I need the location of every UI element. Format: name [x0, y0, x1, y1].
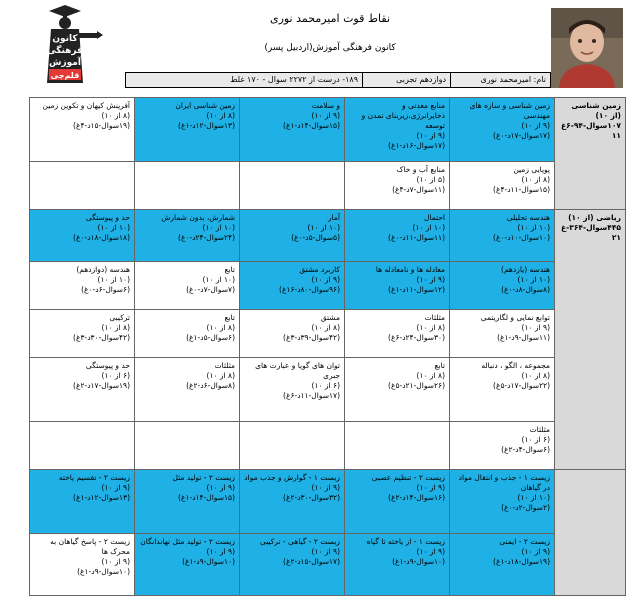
topic-name: منابع آب و خاک [396, 165, 445, 174]
topic-name: هندسه تحلیلی [506, 213, 550, 222]
topic-counts: (۱۹سوال-۱۵د-۴غ) [73, 121, 130, 130]
topic-score: (۱۰ از ۱۰) [97, 275, 130, 284]
topic-cell [240, 470, 345, 534]
topic-name: زیست ۲ - تولید مثل نهاندانگان [140, 537, 235, 546]
topic-cell [30, 98, 135, 162]
topic-score: (۹ از ۱۰) [416, 275, 445, 284]
topic-name: و سلامت [311, 101, 340, 110]
topic-score: (۶ از ۱۰) [521, 435, 550, 444]
topic-score: (۹ از ۱۰) [311, 547, 340, 556]
topic-name: ترکیبی [109, 313, 130, 322]
topic-name: مثلثات [424, 313, 445, 322]
topic-counts: (۶سوال-۵د-۱غ) [186, 333, 235, 342]
topic-score: (۸ از ۱۰) [206, 111, 235, 120]
topic-name: منابع معدنی و ذخایرانرژی،زیربنای تمدن و توسعه [361, 101, 445, 130]
topic-name: زیست ۲ - ایمنی [499, 537, 550, 546]
topic-name: زیست ۲ - گیاهی - ترکیبی [259, 537, 340, 546]
topic-name: تابع [434, 361, 445, 370]
topic-cell [240, 210, 345, 262]
topic-score: (۹ از ۱۰) [311, 275, 340, 284]
topic-name: زیست ۱ - جذب و انتقال مواد در گیاهان [458, 473, 550, 492]
topic-score: (۸ از ۱۰) [521, 371, 550, 380]
topic-cell [345, 358, 450, 422]
topic-score: (۹ از ۱۰) [521, 323, 550, 332]
topic-name: کاربرد مشتق [299, 265, 340, 274]
topic-counts: (۱۱سوال-۷د-۴غ) [392, 185, 445, 194]
topic-cell [135, 210, 240, 262]
topic-counts: (۱۶سوال-۱۴د-۲غ) [388, 493, 445, 502]
topic-counts: (۱۷سوال-۱۱د-۶غ) [283, 391, 340, 400]
topic-counts: (۱۵سوال-۱۱د-۴غ) [493, 185, 550, 194]
topic-score: (۱۰ از ۱۰) [412, 223, 445, 232]
subject-header [555, 470, 626, 596]
topic-cell [450, 534, 555, 596]
subject-header: ریاضی (از ۱۰) ۴۴۵سوال-۳۶۴-غ ۲۱ [555, 210, 626, 470]
topic-cell [135, 310, 240, 358]
topic-counts: (۸سوال-۶د-۲غ) [186, 381, 235, 390]
topic-counts: (۷سوال-۷د-۰غ) [186, 285, 235, 294]
topic-cell [135, 470, 240, 534]
topic-cell [345, 210, 450, 262]
logo-line1: کانون [52, 34, 78, 44]
topic-score: (۸ از ۱۰) [206, 323, 235, 332]
topic-name: زمین شناسی ایران [175, 101, 235, 110]
topic-score: (۱۰ از ۱۰) [202, 223, 235, 232]
topic-cell [345, 310, 450, 358]
table-row [30, 262, 626, 310]
table-row [30, 422, 626, 470]
topic-counts: (۱۰سوال-۹د-۱غ) [392, 557, 445, 566]
topic-cell [345, 162, 450, 210]
logo-line3: آموزش [49, 58, 81, 68]
topic-counts: (۱۷سوال-۱۷د-۰غ) [493, 131, 550, 140]
topic-name: تابع [224, 265, 235, 274]
empty-cell [30, 162, 135, 210]
topic-counts: (۱۰سوال-۹د-۱غ) [77, 567, 130, 576]
student-info-bar [125, 72, 551, 88]
empty-cell [135, 422, 240, 470]
topic-score: (۹ از ۱۰) [521, 121, 550, 130]
topic-score: (۹ از ۱۰) [206, 483, 235, 492]
topic-name: شمارش، بدون شمارش [161, 213, 235, 222]
subject-header: زمین شناسی (از ۱۰) ۱۰۷سوال-۹۴-۶غ ۱۱ [555, 98, 626, 210]
topic-name: احتمال [423, 213, 445, 222]
topic-name: زیست ۲ - تنظیم عصبی [371, 473, 445, 482]
topic-name: پویایی زمین [513, 165, 550, 174]
topic-cell [135, 358, 240, 422]
student-grade: دوازدهم تجربی [362, 73, 450, 87]
topic-score: (۹ از ۱۰) [521, 547, 550, 556]
topic-cell [345, 262, 450, 310]
topic-name: توان های گویا و عبارت های جبری [255, 361, 340, 380]
table-row [30, 534, 626, 596]
topic-counts: (۲۶سوال-۲۱د-۵غ) [388, 381, 445, 390]
topic-name: مشتق [320, 313, 340, 322]
topic-name: زیست ۲ - تقسیم یاخته [58, 473, 130, 482]
topic-counts: (۳۲سوال-۳۰د-۲غ) [283, 493, 340, 502]
topic-counts: (۲۲سوال-۱۷د-۵غ) [493, 381, 550, 390]
kanoon-logo [25, 5, 105, 83]
topic-name: مجموعه ، الگو ، دنباله [481, 361, 550, 370]
table-row [30, 210, 626, 262]
topic-cell [240, 534, 345, 596]
topic-counts: (۸سوال-۸د-۰غ) [501, 285, 550, 294]
topic-score: (۶ از ۱۰) [311, 381, 340, 390]
logo-line4: قلم‌چی [50, 71, 80, 80]
topic-score: (۹ از ۱۰) [416, 131, 445, 140]
topic-cell [30, 358, 135, 422]
topic-score: (۹ از ۱۰) [101, 483, 130, 492]
table-row [30, 470, 626, 534]
topic-counts: (۱۷سوال-۱۵د-۲غ) [283, 557, 340, 566]
topic-cell [450, 470, 555, 534]
topic-counts: (۱۳سوال-۱۲د-۱غ) [178, 121, 235, 130]
topic-score: (۱۰ از ۱۰) [202, 275, 235, 284]
topic-counts: (۳۰سوال-۲۴د-۶غ) [388, 333, 445, 342]
topic-name: حد و پیوستگی [85, 213, 130, 222]
topic-cell [450, 358, 555, 422]
topic-cell [450, 310, 555, 358]
student-photo [551, 8, 623, 88]
topic-counts: (۲۴سوال-۲۴د-۰غ) [178, 233, 235, 242]
topic-score: (۹ از ۱۰) [311, 111, 340, 120]
topic-counts: (۴۲سوال-۳۰د-۳غ) [73, 333, 130, 342]
topic-score: (۱۰ از ۱۰) [307, 223, 340, 232]
table-row [30, 358, 626, 422]
empty-cell [240, 422, 345, 470]
topic-score: (۶ از ۱۰) [101, 371, 130, 380]
empty-cell [30, 422, 135, 470]
topic-score: (۸ از ۱۰) [101, 111, 130, 120]
topic-cell [30, 262, 135, 310]
topic-counts: (۱۸سوال-۱۸د-۰غ) [73, 233, 130, 242]
topic-score: (۸ از ۱۰) [206, 371, 235, 380]
topic-cell [345, 534, 450, 596]
topic-name: مثلثات [529, 425, 550, 434]
topic-cell [30, 310, 135, 358]
topic-cell [30, 210, 135, 262]
empty-cell [240, 162, 345, 210]
topic-name: معادله ها و نامعادله ها [375, 265, 445, 274]
topic-score: (۸ از ۱۰) [311, 323, 340, 332]
topic-cell [450, 162, 555, 210]
topic-score: (۹ از ۱۰) [311, 483, 340, 492]
topic-name: توابع نمایی و لگاریتمی [480, 313, 550, 322]
topic-counts: (۶سوال-۴د-۲غ) [501, 445, 550, 454]
topic-cell [450, 422, 555, 470]
graduate-icon [25, 5, 105, 83]
topic-counts: (۱۲سوال-۱۱د-۱غ) [388, 285, 445, 294]
topic-cell [240, 358, 345, 422]
topic-counts: (۱۹سوال-۱۸د-۱غ) [493, 557, 550, 566]
topic-score: (۸ از ۱۰) [101, 323, 130, 332]
topic-counts: (۱۰سوال-۱۰د-۰غ) [493, 233, 550, 242]
topic-cell [240, 262, 345, 310]
topic-counts: (۱۵سوال-۱۴د-۱غ) [283, 121, 340, 130]
student-name: نام: امیرمحمد نوری [450, 73, 550, 87]
topic-counts: (۱۱سوال-۹د-۱غ) [497, 333, 550, 342]
topic-cell [30, 534, 135, 596]
topic-score: (۹ از ۱۰) [416, 547, 445, 556]
topic-name: هندسه (دوازدهم) [76, 265, 130, 274]
topic-cell [450, 262, 555, 310]
topic-score: (۱۰ از ۱۰) [517, 493, 550, 502]
topic-score: (۸ از ۱۰) [416, 323, 445, 332]
page-title: نقاط قوت امیرمحمد نوری [269, 12, 391, 25]
topic-name: هندسه (یازدهم) [501, 265, 550, 274]
topic-score: (۱۰ از ۱۰) [517, 223, 550, 232]
page-subtitle: کانون فرهنگی آموزش(اردبیل پسر) [264, 43, 396, 53]
topic-score: (۱۰ از ۱۰) [97, 223, 130, 232]
topic-score: (۱۰ از ۱۰) [517, 275, 550, 284]
topic-name: زیست ۲ - تولید مثل [172, 473, 235, 482]
topic-cell [30, 470, 135, 534]
topic-counts: (۴۲سوال-۳۹د-۳غ) [283, 333, 340, 342]
empty-cell [345, 422, 450, 470]
topic-score: (۵ از ۱۰) [416, 175, 445, 184]
topic-name: حد و پیوستگی [85, 361, 130, 370]
topic-counts: (۲سوال-۲د-۰غ) [501, 503, 550, 512]
topic-score: (۸ از ۱۰) [416, 371, 445, 380]
topic-cell [240, 310, 345, 358]
topic-counts: (۱۹سوال-۱۷د-۲غ) [73, 381, 130, 390]
table-row [30, 162, 626, 210]
topic-counts: (۱۳سوال-۱۲د-۱غ) [73, 493, 130, 502]
topic-cell [135, 534, 240, 596]
topic-score: (۸ از ۱۰) [521, 175, 550, 184]
topic-name: آفرینش کیهان و تکوین زمین [42, 101, 130, 110]
empty-cell [135, 162, 240, 210]
topic-counts: (۹۶سوال-۸۰د-۱۶غ) [279, 285, 340, 294]
topic-score: (۹ از ۱۰) [101, 557, 130, 566]
topic-cell [450, 210, 555, 262]
topic-cell [345, 98, 450, 162]
topic-score: (۹ از ۱۰) [416, 483, 445, 492]
topic-name: آمار [327, 213, 340, 222]
topic-name: تابع [224, 313, 235, 322]
topic-counts: (۱۵سوال-۱۴د-۱غ) [178, 493, 235, 502]
table-row [30, 310, 626, 358]
topic-cell [135, 98, 240, 162]
topic-score: (۹ از ۱۰) [206, 547, 235, 556]
topic-cell [345, 470, 450, 534]
topic-counts: (۱۱سوال-۱۱د-۰غ) [388, 233, 445, 242]
topic-name: مثلثات [214, 361, 235, 370]
topic-cell [450, 98, 555, 162]
overall-summary: ۱۸۹- درست از ۲۲۷۲ سوال - ۱۷۰ غلط [230, 75, 358, 84]
topic-name: زیست ۱ - گوارش و جذب مواد [244, 473, 340, 482]
topic-counts: (۵سوال-۵د-۰غ) [291, 233, 340, 242]
topic-counts: (۱۷سوال-۱۶د-۱غ) [388, 141, 445, 150]
topic-counts: (۶سوال-۶د-۰غ) [81, 285, 130, 294]
topic-name: زیست ۲ - پاسخ گیاهان به محرک ها [50, 537, 130, 556]
topic-cell [135, 262, 240, 310]
logo-line2: فرهنگی [47, 46, 83, 56]
topic-name: زیست ۱ - از یاخته تا گیاه [366, 537, 445, 546]
topic-counts: (۱۰سوال-۹د-۱غ) [182, 557, 235, 566]
topic-cell [240, 98, 345, 162]
topic-name: زمین شناسی و سازه های مهندسی [469, 101, 550, 120]
strengths-table [29, 97, 626, 596]
table-row [30, 98, 626, 162]
